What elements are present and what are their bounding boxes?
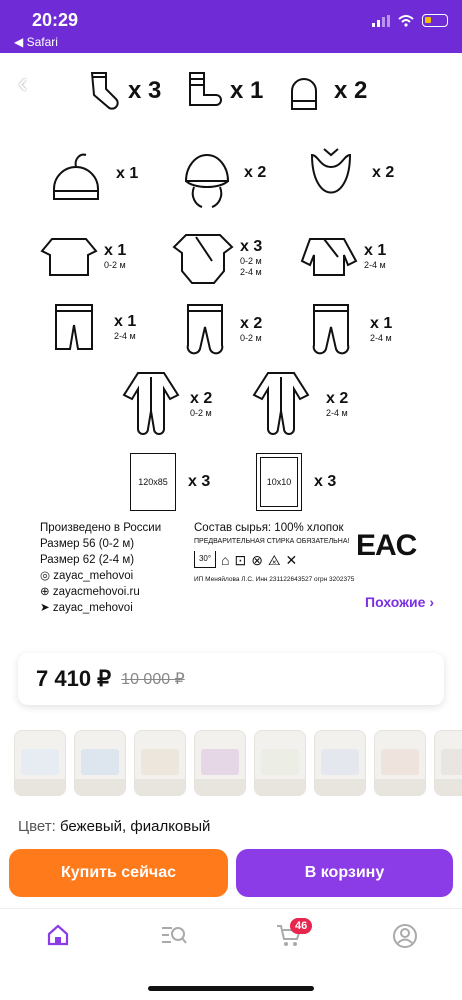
size-56: Размер 56 (0-2 м)	[40, 538, 135, 550]
profile-icon[interactable]	[392, 923, 418, 949]
footed-pants-icon	[308, 301, 354, 357]
current-price: 7 410 ₽	[36, 666, 112, 691]
catalog-search-icon[interactable]	[160, 923, 188, 947]
thumbnail-image	[141, 749, 179, 775]
variant-thumbnails	[14, 730, 462, 796]
wifi-icon	[398, 15, 414, 27]
pants-icon	[50, 301, 98, 353]
signal-icon	[372, 15, 390, 27]
shirt-size: 0-2 м	[104, 259, 126, 270]
sleepsuit-icon	[118, 369, 184, 439]
share-icon[interactable]	[422, 73, 446, 101]
website-line: ⊕ zayacmehovoi.ru	[40, 586, 140, 598]
variant-thumbnail[interactable]	[74, 730, 126, 796]
tumble-dry-icon: ⊡	[234, 551, 247, 568]
bonnet-icon	[180, 135, 234, 211]
instagram-line: ◎ zayac_mehovoi	[40, 570, 134, 582]
booties-item	[180, 69, 263, 113]
bodysuit-size: 0-2 м	[240, 256, 262, 266]
sleepsuit-size-2: 2-4 м	[326, 407, 348, 418]
thumbnail-strip	[75, 779, 125, 795]
thumbnail-image	[201, 749, 239, 775]
footed-pants-size-2: 2-4 м	[370, 332, 392, 343]
home-indicator	[148, 986, 314, 991]
shirt-icon	[40, 233, 98, 279]
wash-30-icon: 30°	[194, 551, 216, 568]
bodysuit-icon	[172, 229, 234, 287]
thumbnail-image	[21, 749, 59, 775]
mittens-icon	[284, 69, 328, 113]
instagram-handle: zayac_mehovoi	[53, 570, 134, 582]
knot-hat-qty: x 1	[116, 165, 139, 182]
diaper-item	[256, 453, 336, 511]
telegram-handle: zayac_mehovoi	[52, 602, 133, 614]
socks-qty: x 3	[128, 77, 162, 104]
thumbnail-image	[321, 749, 359, 775]
wrap-top-icon	[296, 233, 358, 279]
status-bar	[0, 0, 462, 53]
old-price: 10 000 ₽	[121, 671, 185, 688]
booties-icon	[180, 69, 224, 113]
mittens-qty: x 2	[334, 77, 368, 104]
blanket-item	[130, 453, 210, 511]
diaper-qty: x 3	[314, 473, 337, 490]
pants-size: 2-4 м	[114, 330, 136, 341]
footed-pants-qty-1: x 2	[240, 314, 263, 332]
wash-warning: ПРЕДВАРИТЕЛЬНАЯ СТИРКА ОБЯЗАТЕЛЬНА!	[194, 538, 350, 545]
wrap-top-item	[296, 233, 386, 279]
battery-icon	[422, 14, 448, 27]
thumbnail-strip	[255, 779, 305, 795]
footed-pants-size-1: 0-2 м	[240, 332, 262, 343]
footed-pants-qty-2: x 1	[370, 314, 393, 332]
bib-item	[306, 145, 394, 201]
sleepsuit-size-1: 0-2 м	[190, 407, 212, 418]
buy-now-button[interactable]: Купить сейчас	[9, 849, 228, 897]
variant-thumbnail[interactable]	[254, 730, 306, 796]
no-wring-icon: ✕	[285, 551, 298, 568]
thumbnail-image	[81, 749, 119, 775]
product-info-left	[40, 520, 161, 616]
product-image[interactable]	[0, 53, 462, 635]
similar-button[interactable]: Похожие ›	[355, 588, 444, 616]
blanket-qty: x 3	[188, 473, 211, 490]
variant-thumbnail[interactable]	[194, 730, 246, 796]
socks-item	[78, 69, 161, 113]
sleepsuit-qty-1: x 2	[190, 389, 213, 407]
no-bleach-icon: ⨻	[267, 551, 281, 568]
back-arrow-icon[interactable]: ‹	[18, 67, 28, 98]
shirt-item	[40, 233, 126, 279]
variant-thumbnail[interactable]	[14, 730, 66, 796]
no-dry-clean-icon: ⊗	[251, 551, 263, 568]
variant-thumbnail[interactable]	[434, 730, 462, 796]
bodysuit-item	[172, 229, 262, 287]
composition: Состав сырья: 100% хлопок	[194, 522, 344, 534]
price-card	[18, 653, 444, 705]
made-in: Произведено в России	[40, 522, 162, 534]
shirt-qty: x 1	[104, 241, 127, 259]
home-icon[interactable]	[46, 923, 70, 947]
status-icons	[372, 14, 448, 27]
iron-icon: ⌂	[221, 551, 230, 568]
color-value: бежевый, фиалковый	[59, 818, 211, 835]
bodysuit-size-2: 2-4 м	[240, 267, 262, 277]
pants-qty: x 1	[114, 312, 137, 330]
pants-item	[50, 301, 136, 353]
knot-hat-icon	[50, 143, 102, 205]
sleepsuit-item-1	[118, 369, 212, 439]
variant-thumbnail[interactable]	[314, 730, 366, 796]
favorite-heart-icon[interactable]	[364, 75, 392, 101]
cart-badge: 46	[290, 918, 312, 934]
bonnet-item	[180, 135, 266, 211]
footed-pants-item-2	[308, 301, 392, 357]
bib-qty: x 2	[372, 164, 395, 181]
mittens-item	[284, 69, 367, 113]
thumbnail-strip	[435, 779, 462, 795]
thumbnail-strip	[195, 779, 245, 795]
variant-thumbnail[interactable]	[374, 730, 426, 796]
product-info-right	[194, 520, 354, 588]
thumbnail-strip	[15, 779, 65, 795]
eac-mark: EAC	[356, 529, 417, 562]
thumbnail-image	[381, 749, 419, 775]
color-label: Цвет:	[18, 818, 56, 835]
sleepsuit-icon	[248, 369, 314, 439]
back-to-safari-link[interactable]: ◀ Safari	[14, 35, 58, 49]
diaper-icon: 10x10	[256, 453, 302, 511]
telegram-line: ➤ zayac_mehovoi	[40, 602, 133, 614]
wrap-top-qty: x 1	[364, 241, 387, 259]
thumbnail-image	[261, 749, 299, 775]
sleepsuit-item-2	[248, 369, 348, 439]
footed-pants-item-1	[182, 301, 262, 357]
wrap-top-size: 2-4 м	[364, 259, 386, 270]
thumbnail-strip	[135, 779, 185, 795]
booties-qty: x 1	[230, 77, 264, 104]
blanket-icon: 120x85	[130, 453, 176, 511]
status-time: 20:29	[32, 10, 79, 30]
color-line	[18, 818, 210, 835]
thumbnail-image	[441, 749, 462, 775]
care-symbols	[194, 551, 354, 568]
seller-info: ИП Меняйлова Л.С. Инн 231122643527 огрн 3202375	[194, 576, 355, 583]
bodysuit-qty: x 3	[240, 238, 263, 255]
bib-icon	[306, 145, 356, 201]
thumbnail-strip	[375, 779, 425, 795]
knot-hat-item	[50, 143, 138, 205]
add-to-cart-button[interactable]: В корзину	[236, 849, 453, 897]
socks-icon	[78, 69, 122, 113]
variant-thumbnail[interactable]	[134, 730, 186, 796]
footed-pants-icon	[182, 301, 228, 357]
website: zayacmehovoi.ru	[52, 586, 140, 598]
thumbnail-strip	[315, 779, 365, 795]
size-62: Размер 62 (2-4 м)	[40, 554, 135, 566]
bonnet-qty: x 2	[244, 164, 267, 181]
sleepsuit-qty-2: x 2	[326, 389, 349, 407]
